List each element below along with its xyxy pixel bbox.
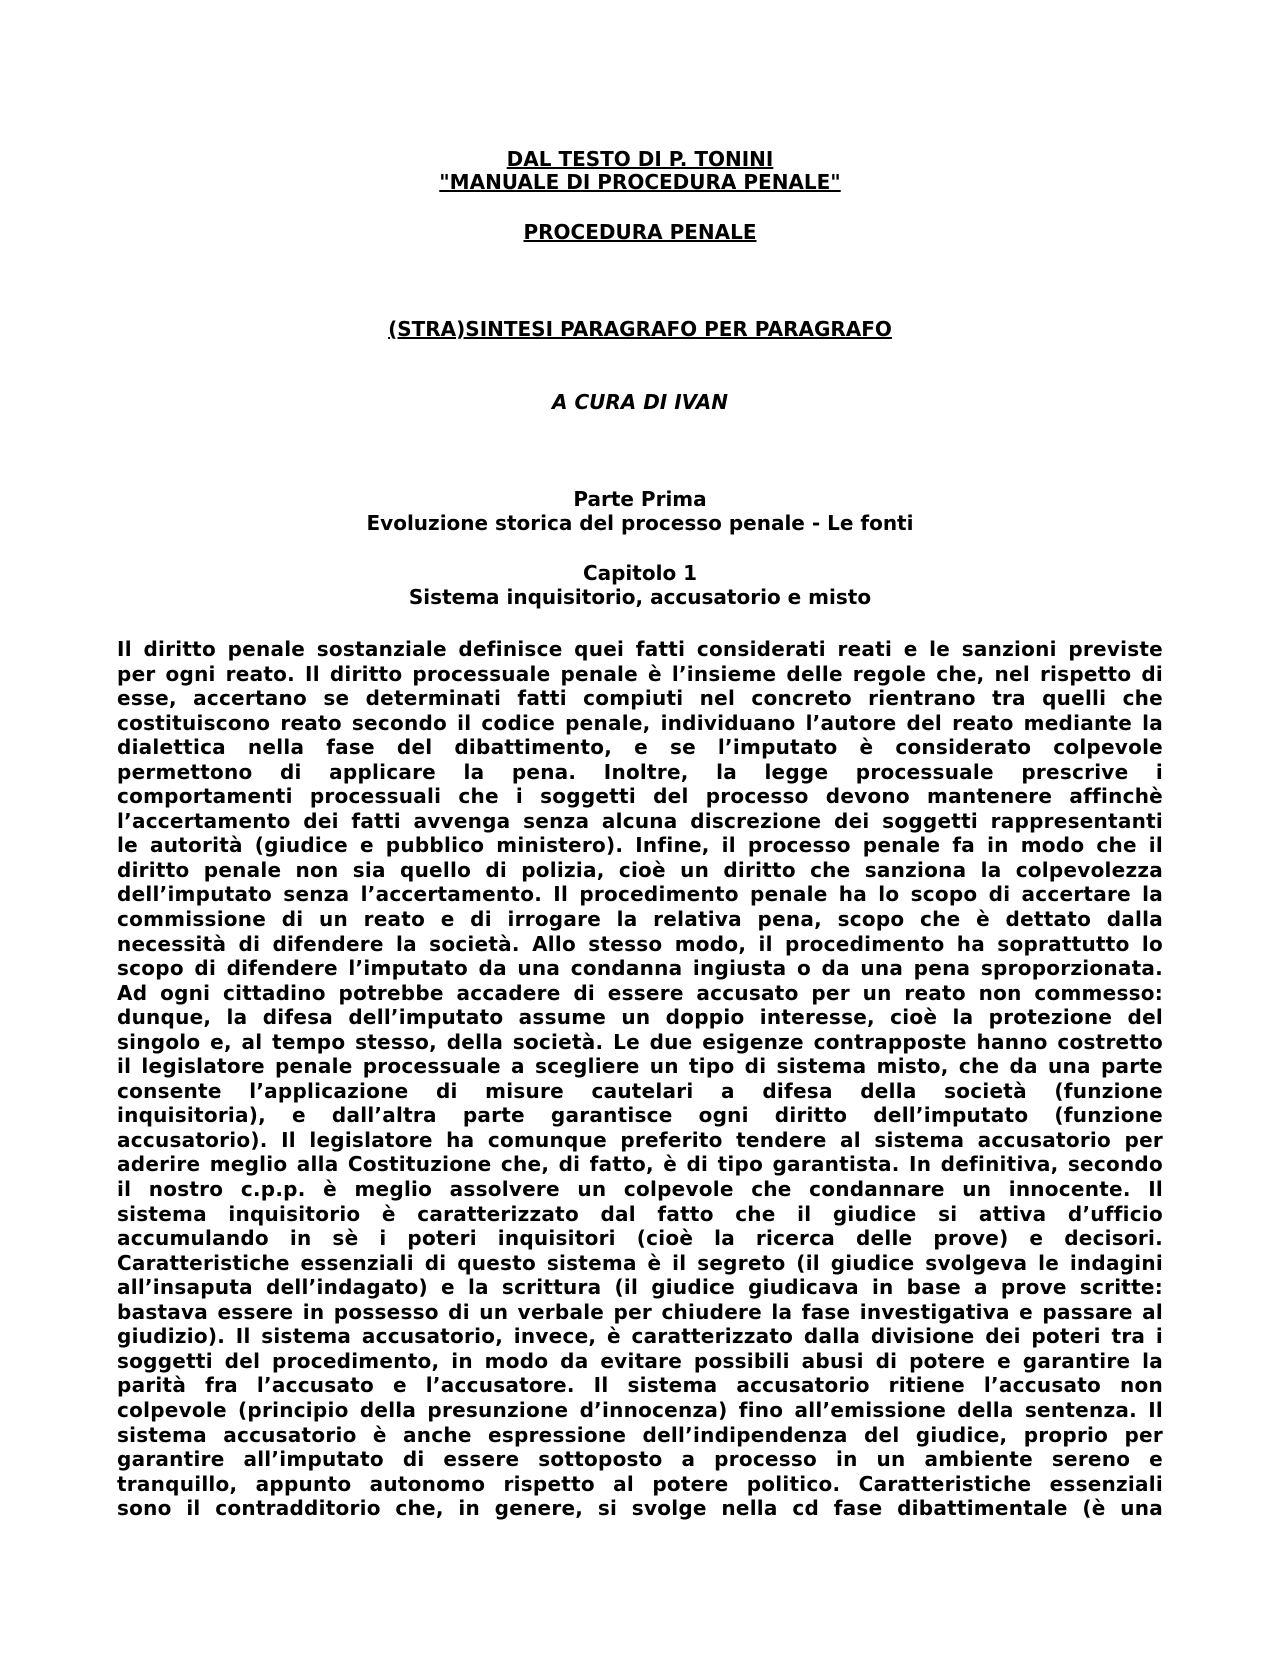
body-line: accumulando in sè i poteri inquisitori (cioè la ricerca delle prove) e decisori. <box>117 1226 1163 1251</box>
body-line: Caratteristiche essenziali di questo sistema è il segreto (il giudice svolgeva le indagini <box>117 1250 1163 1275</box>
body-paragraph <box>117 637 1163 1521</box>
body-line: accusatorio). Il legislatore ha comunque preferito tendere al sistema accusatorio per <box>117 1127 1163 1152</box>
body-line: il nostro c.p.p. è meglio assolvere un colpevole che condannare un innocente. Il <box>117 1177 1163 1202</box>
body-line: diritto penale non sia quello di polizia, cioè un diritto che sanziona la colpevolezza <box>117 857 1163 882</box>
body-line: il legislatore penale processuale a scegliere un tipo di sistema misto, che da una parte <box>117 1054 1163 1079</box>
part-title: Evoluzione storica del processo penale - Le fonti <box>366 511 914 535</box>
body-line: giudizio). Il sistema accusatorio, invece, è caratterizzato dalla divisione dei poteri tra i <box>117 1324 1163 1349</box>
body-line: bastava essere in possesso di un verbale per chiudere la fase investigativa e passare al <box>117 1299 1163 1324</box>
part-label: Parte Prima <box>573 487 707 511</box>
body-line: all’insaputa dell’indagato) e la scrittura (il giudice giudicava in base a prove scritte: <box>117 1275 1163 1300</box>
body-line: dunque, la difesa dell’imputato assume un doppio interesse, cioè la protezione del <box>117 1005 1163 1030</box>
chapter-title: Sistema inquisitorio, accusatorio e misto <box>408 585 872 609</box>
body-line: l’accertamento dei fatti avvenga senza alcuna discrezione dei soggetti rappresentanti <box>117 808 1163 833</box>
body-line: consente l’applicazione di misure cautelari a difesa della società (funzione <box>117 1078 1163 1103</box>
body-line: necessità di difendere la società. Allo stesso modo, il procedimento ha soprattutto lo <box>117 931 1163 956</box>
body-line: commissione di un reato e di irrogare la relativa pena, scopo che è dettato dalla <box>117 907 1163 932</box>
body-line: singolo e, al tempo stesso, della società. Le due esigenze contrapposte hanno costretto <box>117 1029 1163 1054</box>
body-line: costituiscono reato secondo il codice penale, individuano l’autore del reato mediante la <box>117 710 1163 735</box>
body-line: sistema accusatorio è anche espressione dell’indipendenza del giudice, proprio per <box>117 1422 1163 1447</box>
author-line: A CURA DI IVAN <box>552 390 728 414</box>
body-line: sistema inquisitorio è caratterizzato dal fatto che il giudice si attiva d’ufficio <box>117 1201 1163 1226</box>
body-line: inquisitoria), e dall’altra parte garantisce ogni diritto dell’imputato (funzione <box>117 1103 1163 1128</box>
body-line: dialettica nella fase del dibattimento, e se l’imputato è considerato colpevole <box>117 735 1163 760</box>
subject-heading: PROCEDURA PENALE <box>523 220 757 244</box>
body-line: sono il contradditorio che, in genere, si svolge nella cd fase dibattimentale (è una <box>117 1496 1163 1521</box>
body-line: le autorità (giudice e pubblico ministero). Infine, il processo penale fa in modo che il <box>117 833 1163 858</box>
body-line: garantire all’imputato di essere sottoposto a processo in un ambiente sereno e <box>117 1447 1163 1472</box>
body-line: colpevole (principio della presunzione d’innocenza) fino all’emissione della sentenza. Il <box>117 1397 1163 1422</box>
body-line: per ogni reato. Il diritto processuale penale è l’insieme delle regole che, nel rispetto di <box>117 661 1163 686</box>
body-line: Ad ogni cittadino potrebbe accadere di essere accusato per un reato non commesso: <box>117 980 1163 1005</box>
body-line: soggetti del procedimento, in modo da evitare possibili abusi di potere e garantire la <box>117 1348 1163 1373</box>
header-title-line-1: DAL TESTO DI P. TONINI <box>506 147 774 171</box>
body-line: tranquillo, appunto autonomo rispetto al potere politico. Caratteristiche essenziali <box>117 1471 1163 1496</box>
body-line: parità fra l’accusato e l’accusatore. Il sistema accusatorio ritiene l’accusato non <box>117 1373 1163 1398</box>
body-line: scopo di difendere l’imputato da una condanna ingiusta o da una pena sproporzionata. <box>117 956 1163 981</box>
body-line: aderire meglio alla Costituzione che, di fatto, è di tipo garantista. In definitiva, secondo <box>117 1152 1163 1177</box>
body-line: Il diritto penale sostanziale definisce quei fatti considerati reati e le sanzioni previste <box>117 637 1163 661</box>
chapter-label: Capitolo 1 <box>582 561 698 585</box>
header-title-line-2: "MANUALE DI PROCEDURA PENALE" <box>439 170 841 194</box>
summary-heading: (STRA)SINTESI PARAGRAFO PER PARAGRAFO <box>388 317 892 341</box>
body-line: comportamenti processuali che i soggetti del processo devono mantenere affinchè <box>117 784 1163 809</box>
body-line: esse, accertano se determinati fatti compiuti nel concreto rientrano tra quelli che <box>117 686 1163 711</box>
body-line: permettono di applicare la pena. Inoltre, la legge processuale prescrive i <box>117 759 1163 784</box>
body-line: dell’imputato senza l’accertamento. Il procedimento penale ha lo scopo di accertare la <box>117 882 1163 907</box>
